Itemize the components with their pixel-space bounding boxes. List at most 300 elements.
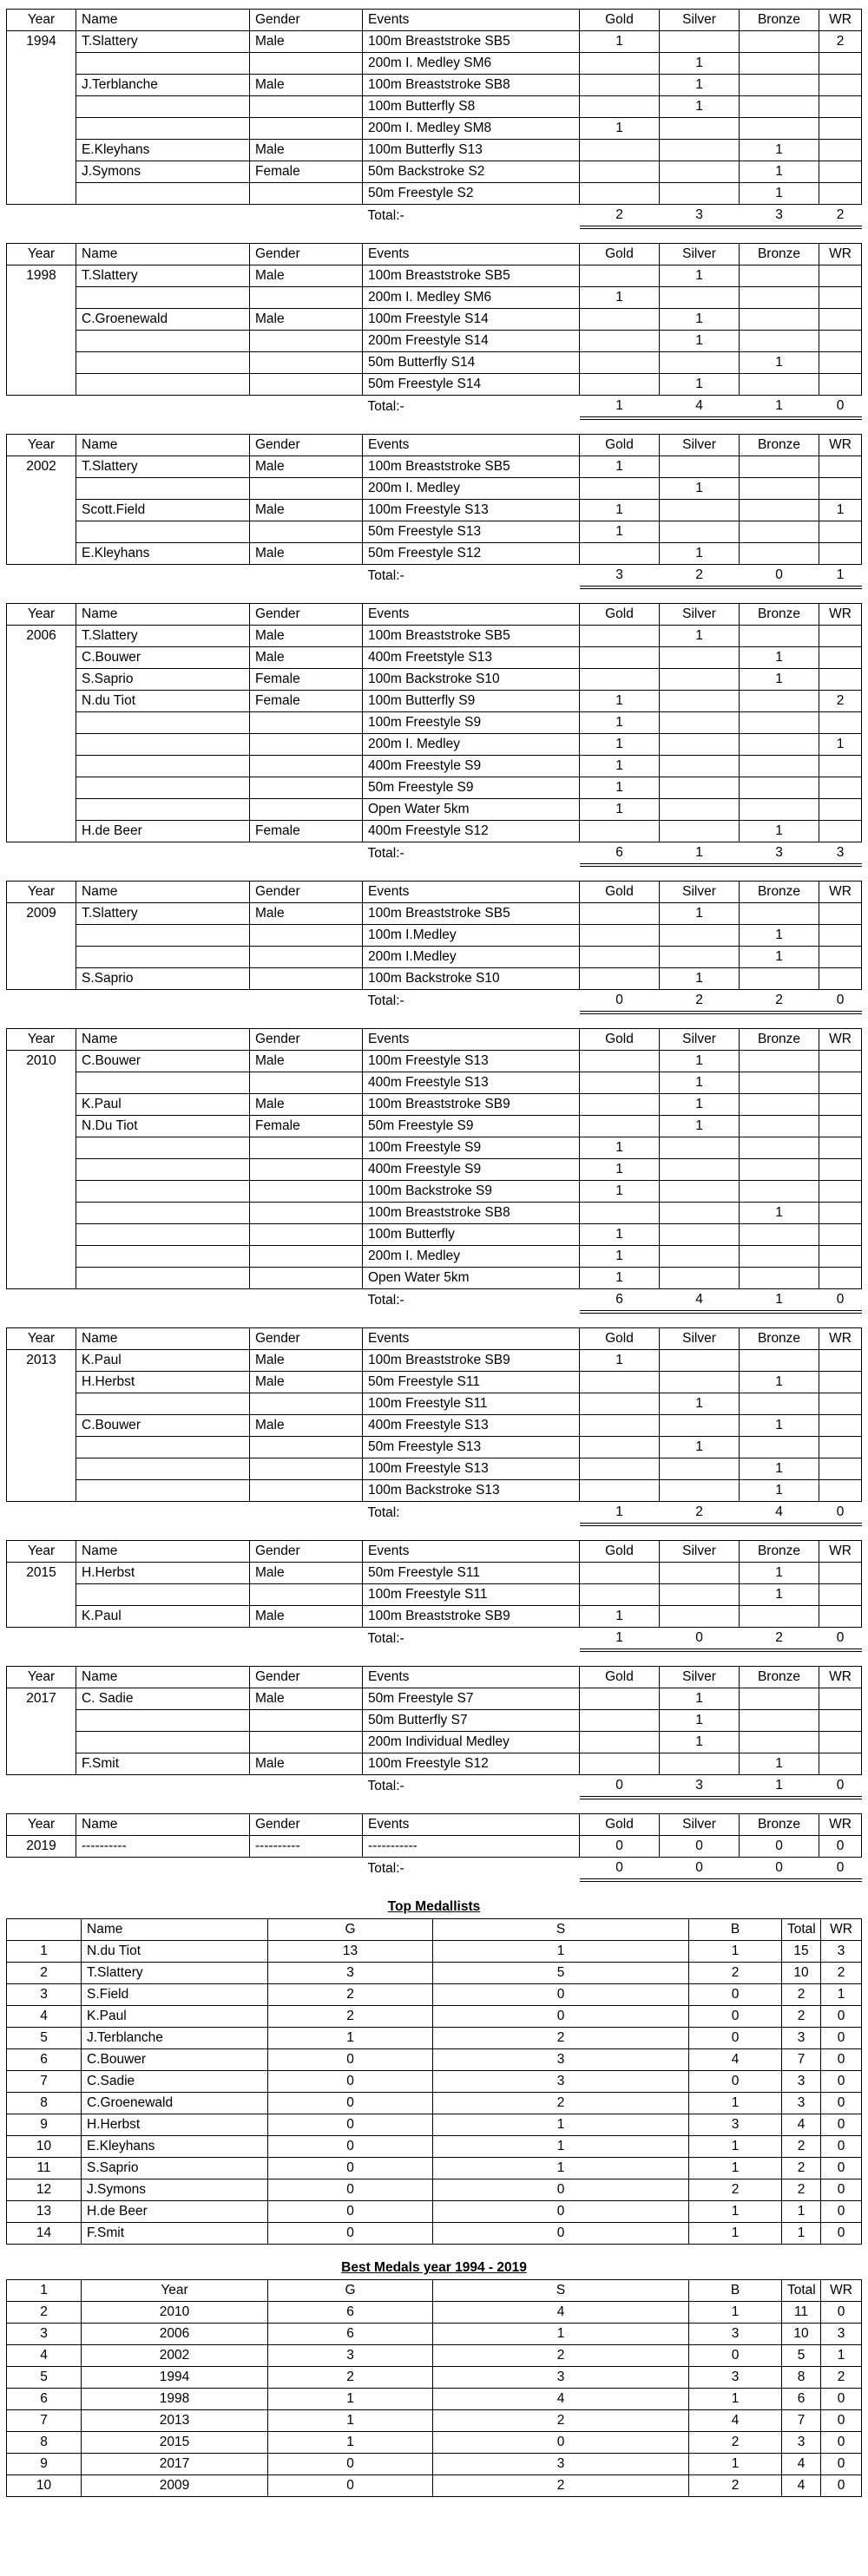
wr-cell [819, 925, 862, 947]
header-events: Events [363, 244, 580, 265]
gold-cell: 1 [580, 1246, 660, 1268]
year-medal-table-2 [6, 434, 862, 589]
b-cell: 0 [689, 2028, 782, 2049]
table-header-row [7, 1541, 862, 1563]
bronze-cell [740, 1072, 819, 1094]
table-row [7, 2158, 862, 2179]
header-gender: Gender [250, 244, 363, 265]
wr-cell [819, 1137, 862, 1159]
wr-cell [819, 183, 862, 205]
event-cell: 100m Breaststroke SB5 [363, 31, 580, 53]
header-bronze: Bronze [740, 1029, 819, 1051]
bronze-cell [740, 265, 819, 287]
wr-cell: 0 [821, 2201, 862, 2223]
wr-cell [819, 799, 862, 821]
silver-cell: 0 [660, 1836, 740, 1858]
total-label: Total:- [367, 568, 404, 583]
table-row [7, 2006, 862, 2028]
bronze-cell [740, 1710, 819, 1732]
silver-cell [660, 1224, 740, 1246]
gold-cell [580, 647, 660, 669]
gender-cell [250, 1137, 363, 1159]
wr-cell: 3 [821, 1941, 862, 1963]
event-cell: 50m Freestyle S9 [363, 777, 580, 799]
bronze-cell [740, 968, 819, 990]
gold-cell [580, 1051, 660, 1072]
wr-cell [819, 118, 862, 140]
table-row [7, 1458, 862, 1480]
silver-cell [660, 140, 740, 161]
name-cell [76, 183, 250, 205]
header-events: Events [363, 1667, 580, 1688]
silver-cell [660, 352, 740, 374]
gold-cell [580, 821, 660, 842]
year-medal-table-3 [6, 603, 862, 867]
total-cell: 15 [782, 1941, 821, 1963]
table-row [7, 1268, 862, 1289]
total-cell: 2 [782, 2179, 821, 2201]
name-cell [76, 1710, 250, 1732]
s-cell: 1 [433, 2136, 689, 2158]
table-row [7, 1963, 862, 1984]
header-silver: Silver [660, 435, 740, 456]
name-cell: S.Field [82, 1984, 268, 2006]
wr-cell: 0 [821, 2114, 862, 2136]
total-row [7, 1858, 862, 1881]
name-cell [76, 331, 250, 352]
name-cell [76, 1458, 250, 1480]
total-wr: 0 [819, 990, 862, 1013]
s-cell: 2 [433, 2345, 689, 2367]
gold-cell [580, 161, 660, 183]
silver-cell [660, 287, 740, 309]
table-row [7, 756, 862, 777]
year-cell: 1994 [7, 31, 76, 53]
table-row [7, 2223, 862, 2245]
total-wr: 0 [819, 1775, 862, 1799]
b-cell: 2 [689, 1963, 782, 1984]
event-cell: 100m Freestyle S13 [363, 1458, 580, 1480]
year-cell [7, 140, 76, 161]
event-cell: 100m Breaststroke SB9 [363, 1350, 580, 1372]
gold-cell: 1 [580, 500, 660, 521]
gender-cell [250, 1710, 363, 1732]
blank-cell [7, 1775, 76, 1799]
gold-cell [580, 1732, 660, 1753]
g-cell: 0 [268, 2093, 433, 2114]
name-cell: H.Herbst [82, 2114, 268, 2136]
header-silver: Silver [660, 1541, 740, 1563]
year-cell: 2013 [7, 1350, 76, 1372]
total-gold: 1 [580, 396, 660, 419]
table-row [7, 140, 862, 161]
year-cell: 2013 [82, 2410, 268, 2432]
gold-cell [580, 1710, 660, 1732]
total-bronze: 2 [740, 1628, 819, 1651]
b-cell: 1 [689, 2389, 782, 2410]
total-gold: 1 [580, 1502, 660, 1525]
wr-cell [819, 1563, 862, 1584]
year-medal-table-6 [6, 1327, 862, 1526]
bronze-cell [740, 374, 819, 396]
total-cell: 7 [782, 2049, 821, 2071]
bronze-cell [740, 1224, 819, 1246]
gender-cell: Male [250, 31, 363, 53]
total-cell: 1 [782, 2223, 821, 2245]
table-row [7, 1753, 862, 1775]
header-gold: Gold [580, 10, 660, 31]
gender-cell: Male [250, 1415, 363, 1437]
bronze-cell [740, 1051, 819, 1072]
bronze-cell [740, 1688, 819, 1710]
s-cell: 2 [433, 2475, 689, 2497]
header-silver: Silver [660, 1029, 740, 1051]
year-cell [7, 543, 76, 565]
header-wr: WR [819, 882, 862, 903]
header-bronze: Bronze [740, 1328, 819, 1350]
bronze-cell: 1 [740, 1458, 819, 1480]
rank-cell: 8 [7, 2432, 82, 2454]
bronze-cell [740, 1094, 819, 1116]
silver-cell [660, 1350, 740, 1372]
header-gender: Gender [250, 1667, 363, 1688]
gold-cell [580, 1393, 660, 1415]
rank-cell: 4 [7, 2345, 82, 2367]
s-cell: 1 [433, 2324, 689, 2345]
total-row [7, 990, 862, 1013]
header-rank: 1 [7, 2280, 82, 2302]
event-cell: 100m Backstroke S13 [363, 1480, 580, 1502]
gold-cell [580, 96, 660, 118]
silver-cell: 1 [660, 478, 740, 500]
table-row [7, 2345, 862, 2367]
year-cell [7, 331, 76, 352]
name-cell: H.de Beer [82, 2201, 268, 2223]
table-row [7, 2389, 862, 2410]
event-cell: 200m I. Medley SM6 [363, 53, 580, 75]
name-cell [76, 1246, 250, 1268]
gold-cell [580, 1563, 660, 1584]
total-bronze: 1 [740, 1289, 819, 1313]
blank-cell [7, 990, 76, 1013]
table-row [7, 118, 862, 140]
table-row [7, 265, 862, 287]
year-cell [7, 799, 76, 821]
gold-cell: 1 [580, 1606, 660, 1628]
wr-cell: 0 [821, 2028, 862, 2049]
name-cell [76, 1203, 250, 1224]
gender-cell [250, 352, 363, 374]
table-header-row [7, 244, 862, 265]
event-cell: 100m Backstroke S9 [363, 1181, 580, 1203]
table-row [7, 2454, 862, 2475]
silver-cell [660, 756, 740, 777]
total-bronze: 0 [740, 1858, 819, 1881]
event-cell: 100m Freestyle S13 [363, 1051, 580, 1072]
table-row [7, 2410, 862, 2432]
header-name: Name [76, 244, 250, 265]
header-gold: Gold [580, 1328, 660, 1350]
table-row [7, 691, 862, 712]
year-cell: 2002 [82, 2345, 268, 2367]
year-medal-table-5 [6, 1028, 862, 1314]
blank-cell [250, 396, 363, 419]
best_years-title: Best Medals year 1994 - 2019 [341, 2260, 527, 2275]
rank-cell: 2 [7, 1963, 82, 1984]
event-cell: 400m Freestyle S13 [363, 1072, 580, 1094]
gold-cell [580, 309, 660, 331]
name-cell: C.Bouwer [76, 647, 250, 669]
gender-cell [250, 1181, 363, 1203]
gender-cell [250, 521, 363, 543]
silver-cell: 1 [660, 968, 740, 990]
gold-cell: 1 [580, 799, 660, 821]
year-cell [7, 1415, 76, 1437]
rank-cell: 13 [7, 2201, 82, 2223]
rank-cell: 14 [7, 2223, 82, 2245]
bronze-cell [740, 309, 819, 331]
total-row [7, 1289, 862, 1313]
table-row [7, 53, 862, 75]
total-cell: 6 [782, 2389, 821, 2410]
table-header-row [7, 1919, 862, 1941]
table-row [7, 734, 862, 756]
name-cell: C.Sadie [82, 2071, 268, 2093]
silver-cell [660, 1372, 740, 1393]
bronze-cell [740, 96, 819, 118]
wr-cell [819, 903, 862, 925]
gender-cell: Male [250, 543, 363, 565]
name-cell: E.Kleyhans [82, 2136, 268, 2158]
wr-cell [819, 478, 862, 500]
wr-cell [819, 1688, 862, 1710]
blank-cell [250, 1289, 363, 1313]
gender-cell [250, 968, 363, 990]
gender-cell [250, 118, 363, 140]
event-cell: 200m I. Medley [363, 1246, 580, 1268]
event-cell: 100m Breaststroke SB5 [363, 626, 580, 647]
b-cell: 1 [689, 2093, 782, 2114]
blank-cell [7, 1858, 76, 1881]
event-cell: 100m Backstroke S10 [363, 968, 580, 990]
b-cell: 3 [689, 2367, 782, 2389]
year-cell: 2015 [7, 1563, 76, 1584]
s-cell: 1 [433, 2114, 689, 2136]
b-cell: 2 [689, 2179, 782, 2201]
header-silver: Silver [660, 604, 740, 626]
table-row [7, 925, 862, 947]
event-cell: 100m Breaststroke SB9 [363, 1094, 580, 1116]
year-cell: 2009 [82, 2475, 268, 2497]
g-cell: 1 [268, 2389, 433, 2410]
bronze-cell [740, 287, 819, 309]
header-year: Year [7, 1541, 76, 1563]
header-events: Events [363, 882, 580, 903]
silver-cell [660, 777, 740, 799]
total-cell: 1 [782, 2201, 821, 2223]
gender-cell [250, 1159, 363, 1181]
event-cell: 100m Breaststroke SB5 [363, 456, 580, 478]
table-row [7, 1181, 862, 1203]
wr-cell [819, 53, 862, 75]
gold-cell [580, 1372, 660, 1393]
rank-cell: 3 [7, 2324, 82, 2345]
name-cell [76, 925, 250, 947]
year-cell [7, 669, 76, 691]
table-row [7, 2432, 862, 2454]
total-label: Total:- [367, 1861, 404, 1876]
gender-cell: Female [250, 821, 363, 842]
rank-cell: 8 [7, 2093, 82, 2114]
total-label: Total:- [367, 1779, 404, 1793]
year-cell: 2006 [82, 2324, 268, 2345]
event-cell: 200m I. Medley SM6 [363, 287, 580, 309]
header-year: Year [7, 244, 76, 265]
table-row [7, 374, 862, 396]
header-rank [7, 1919, 82, 1941]
name-cell: T.Slattery [76, 31, 250, 53]
gold-cell [580, 669, 660, 691]
g-cell: 1 [268, 2432, 433, 2454]
s-cell: 4 [433, 2389, 689, 2410]
table-row [7, 1051, 862, 1072]
bronze-cell: 1 [740, 1372, 819, 1393]
wr-cell [819, 140, 862, 161]
total-wr: 1 [819, 565, 862, 588]
gender-cell [250, 756, 363, 777]
table-row [7, 183, 862, 205]
table-row [7, 331, 862, 352]
total-gold: 2 [580, 205, 660, 228]
name-cell: K.Paul [76, 1094, 250, 1116]
header-wr: WR [819, 10, 862, 31]
event-cell: 200m I. Medley SM8 [363, 118, 580, 140]
total-row [7, 205, 862, 228]
gold-cell [580, 352, 660, 374]
gender-cell [250, 374, 363, 396]
s-cell: 4 [433, 2302, 689, 2324]
header-events: Events [363, 10, 580, 31]
g-cell: 0 [268, 2179, 433, 2201]
event-cell: 400m Freestyle S13 [363, 1415, 580, 1437]
bronze-cell: 1 [740, 925, 819, 947]
bronze-cell [740, 626, 819, 647]
header-wr: WR [819, 1814, 862, 1836]
wr-cell [819, 1584, 862, 1606]
table-row [7, 2201, 862, 2223]
gold-cell: 0 [580, 1836, 660, 1858]
gold-cell [580, 1116, 660, 1137]
silver-cell [660, 118, 740, 140]
g-cell: 2 [268, 1984, 433, 2006]
year-cell: 2017 [82, 2454, 268, 2475]
bronze-cell [740, 1159, 819, 1181]
header-year: Year [82, 2280, 268, 2302]
header-silver: Silver [660, 10, 740, 31]
gender-cell: Male [250, 500, 363, 521]
table-header-row [7, 435, 862, 456]
silver-cell [660, 456, 740, 478]
gender-cell: Male [250, 1350, 363, 1372]
table-row [7, 1688, 862, 1710]
gold-cell [580, 1480, 660, 1502]
gender-cell [250, 96, 363, 118]
header-wr: WR [819, 1541, 862, 1563]
table-header-row [7, 1814, 862, 1836]
total-label: Total:- [367, 846, 404, 861]
header-gold: Gold [580, 435, 660, 456]
gold-cell: 1 [580, 521, 660, 543]
total-bronze: 3 [740, 205, 819, 228]
name-cell [76, 478, 250, 500]
wr-cell [819, 1480, 862, 1502]
total-silver: 3 [660, 205, 740, 228]
g-cell: 1 [268, 2028, 433, 2049]
table-header-row [7, 1328, 862, 1350]
total-cell: 4 [782, 2114, 821, 2136]
gender-cell: Female [250, 669, 363, 691]
silver-cell [660, 1159, 740, 1181]
table-row [7, 309, 862, 331]
gender-cell: Male [250, 75, 363, 96]
total-wr: 0 [819, 1628, 862, 1651]
gender-cell [250, 1246, 363, 1268]
blank-cell [7, 565, 76, 588]
total-wr: 0 [819, 1289, 862, 1313]
wr-cell [819, 96, 862, 118]
bronze-cell [740, 1350, 819, 1372]
gold-cell [580, 478, 660, 500]
s-cell: 0 [433, 2006, 689, 2028]
name-cell [76, 1437, 250, 1458]
event-cell: 100m Freestyle S14 [363, 309, 580, 331]
name-cell: S.Saprio [76, 968, 250, 990]
blank-cell [250, 205, 363, 228]
blank-cell [7, 1502, 76, 1525]
year-medal-table-7 [6, 1540, 862, 1652]
table-row [7, 2475, 862, 2497]
bronze-cell: 1 [740, 1415, 819, 1437]
year-cell [7, 647, 76, 669]
g-cell: 0 [268, 2114, 433, 2136]
name-cell: C.Bouwer [76, 1051, 250, 1072]
table-row [7, 75, 862, 96]
gold-cell [580, 1688, 660, 1710]
wr-cell: 2 [819, 31, 862, 53]
gender-cell [250, 777, 363, 799]
year-cell [7, 53, 76, 75]
table-header-row [7, 604, 862, 626]
blank-cell [76, 1858, 250, 1881]
blank-cell [76, 205, 250, 228]
header-year: Year [7, 882, 76, 903]
bronze-cell [740, 118, 819, 140]
gender-cell: Male [250, 309, 363, 331]
gender-cell [250, 947, 363, 968]
g-cell: 3 [268, 2345, 433, 2367]
name-cell [76, 1159, 250, 1181]
name-cell [76, 734, 250, 756]
rank-cell: 4 [7, 2006, 82, 2028]
total-wr: 0 [819, 396, 862, 419]
year-cell [7, 1246, 76, 1268]
wr-cell [819, 821, 862, 842]
event-cell: 50m Freestyle S2 [363, 183, 580, 205]
header-gender: Gender [250, 435, 363, 456]
wr-cell [819, 1437, 862, 1458]
total-silver: 3 [660, 1775, 740, 1799]
gender-cell [250, 799, 363, 821]
